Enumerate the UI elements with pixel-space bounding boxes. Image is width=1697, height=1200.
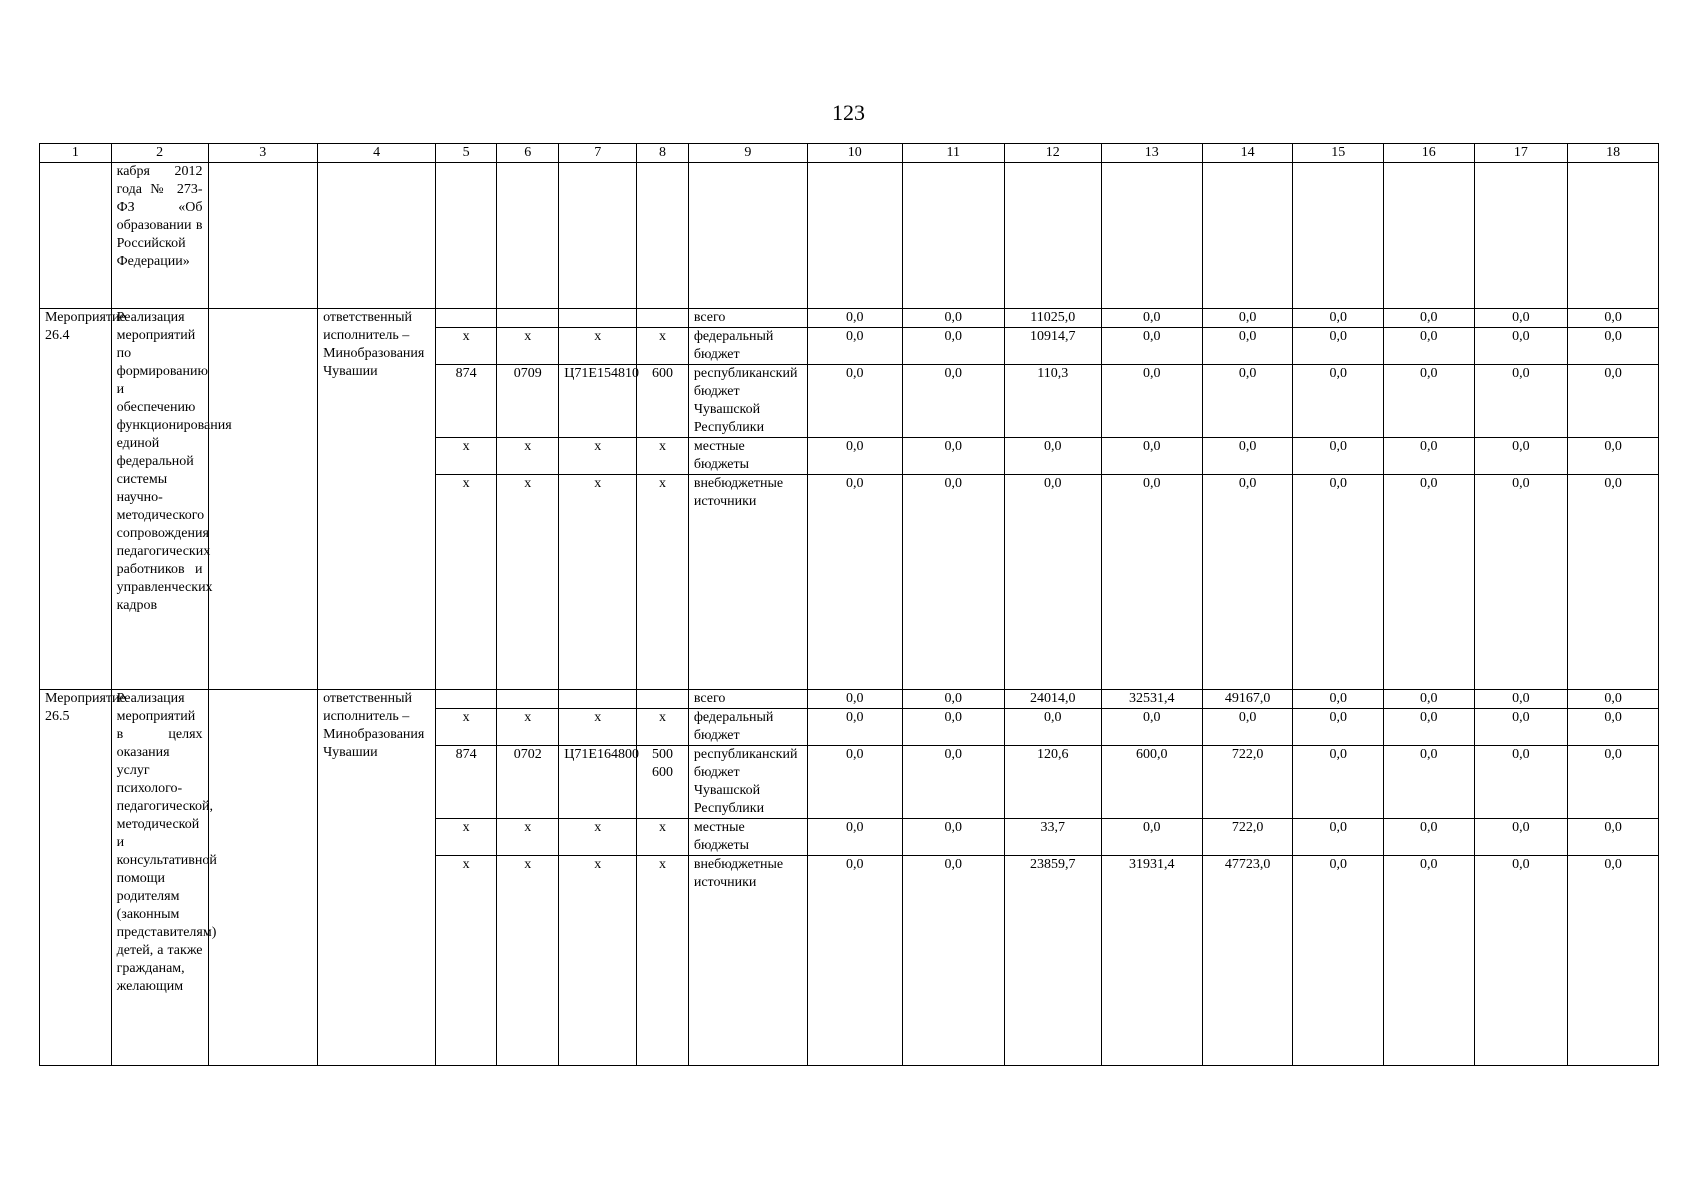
cell-target-item: Ц71Е164800 [559,746,637,819]
cell-section [497,309,559,328]
value-cell: 0,0 [1474,709,1568,746]
budget-table [39,143,1659,1066]
page-number: 123 [832,100,865,125]
cell-target-item: x [559,709,637,746]
value-cell: 0,0 [1202,475,1293,690]
value-cell: 0,0 [1474,438,1568,475]
value-cell: 0,0 [1568,438,1659,475]
value-cell: 0,0 [1202,309,1293,328]
value-cell: 0,0 [1474,746,1568,819]
cell-section [497,690,559,709]
value-cell: 31931,4 [1101,856,1202,1066]
cell-section: x [497,819,559,856]
value-cell: 0,0 [1474,365,1568,438]
table-row [40,309,1659,328]
value-cell: 0,0 [1004,438,1101,475]
column-header: 8 [637,144,689,163]
column-header: 7 [559,144,637,163]
value-cell: 0,0 [1202,709,1293,746]
cell-section: x [497,328,559,365]
value-cell: 0,0 [902,309,1004,328]
value-cell: 0,0 [807,690,902,709]
column-header: 15 [1293,144,1384,163]
value-cell: 0,0 [1474,856,1568,1066]
value-cell: 120,6 [1004,746,1101,819]
column-header: 18 [1568,144,1659,163]
column-header: 4 [318,144,436,163]
cell-section: 0709 [497,365,559,438]
funding-source: местные бюджеты [688,438,807,475]
measure-executor: ответственный исполнитель – Минобразования Чувашии [318,309,436,690]
column-header: 16 [1383,144,1474,163]
value-cell: 0,0 [1293,709,1384,746]
value-cell: 0,0 [1474,309,1568,328]
value-cell: 0,0 [1293,438,1384,475]
funding-source: федеральный бюджет [688,328,807,365]
value-cell: 0,0 [1568,746,1659,819]
value-cell: 0,0 [1202,438,1293,475]
value-cell: 0,0 [1383,709,1474,746]
value-cell: 0,0 [1101,365,1202,438]
value-cell: 0,0 [1474,819,1568,856]
value-cell: 0,0 [1101,309,1202,328]
column-header: 5 [436,144,497,163]
funding-source: республиканский бюджет Чувашской Республики [688,746,807,819]
column-header: 6 [497,144,559,163]
value-cell: 0,0 [807,438,902,475]
cell-expense-type [637,690,689,709]
value-cell: 0,0 [902,856,1004,1066]
column-header: 3 [208,144,318,163]
cell-expense-type: x [637,709,689,746]
cell-grbs: 874 [436,746,497,819]
cell-expense-type: x [637,856,689,1066]
value-cell: 0,0 [1383,856,1474,1066]
cell-target-item [559,309,637,328]
funding-source: республиканский бюджет Чувашской Республики [688,365,807,438]
cell-section: 0702 [497,746,559,819]
value-cell: 0,0 [1383,365,1474,438]
cell-target-item: x [559,438,637,475]
value-cell: 0,0 [1383,690,1474,709]
value-cell: 0,0 [1293,475,1384,690]
value-cell: 0,0 [1101,819,1202,856]
value-cell: 0,0 [1383,309,1474,328]
value-cell: 0,0 [1383,819,1474,856]
value-cell: 0,0 [902,690,1004,709]
value-cell: 110,3 [1004,365,1101,438]
value-cell: 49167,0 [1202,690,1293,709]
column-header: 1 [40,144,112,163]
value-cell: 0,0 [807,709,902,746]
column-header: 12 [1004,144,1101,163]
measure-executor: ответственный исполнитель – Минобразования Чувашии [318,690,436,1066]
cell-grbs [436,690,497,709]
value-cell: 0,0 [1101,709,1202,746]
value-cell: 0,0 [807,819,902,856]
cell-grbs: 874 [436,365,497,438]
value-cell: 10914,7 [1004,328,1101,365]
value-cell: 0,0 [807,365,902,438]
cell-section: x [497,475,559,690]
value-cell: 722,0 [1202,819,1293,856]
value-cell: 0,0 [1568,475,1659,690]
value-cell: 0,0 [1202,328,1293,365]
value-cell: 0,0 [1293,365,1384,438]
value-cell: 0,0 [1293,309,1384,328]
cell-expense-type [637,309,689,328]
value-cell: 11025,0 [1004,309,1101,328]
value-cell: 0,0 [902,328,1004,365]
funding-source: федеральный бюджет [688,709,807,746]
value-cell: 0,0 [807,746,902,819]
column-header: 14 [1202,144,1293,163]
value-cell: 0,0 [902,709,1004,746]
value-cell: 0,0 [1383,746,1474,819]
column-header: 10 [807,144,902,163]
value-cell: 0,0 [1004,709,1101,746]
measure-name: Реализация мероприятий по формированию и обеспечению функционирования единой федеральной системы научно-методического сопровождения педагогических работников и управленческих кадров [111,309,208,690]
value-cell: 0,0 [1293,328,1384,365]
measures-body [40,309,1659,1066]
cell-target-item [559,690,637,709]
cell-expense-type: x [637,819,689,856]
cell-section: x [497,709,559,746]
funding-source: внебюджетные источники [688,856,807,1066]
continuation-row [40,163,1659,309]
cell-expense-type: x [637,438,689,475]
cell-expense-type: x [637,475,689,690]
value-cell: 0,0 [1293,690,1384,709]
value-cell: 0,0 [807,475,902,690]
cell-grbs: x [436,709,497,746]
cell-grbs: x [436,475,497,690]
column-numbers-row [40,144,1659,163]
value-cell: 0,0 [1383,475,1474,690]
cell-target-item: x [559,475,637,690]
value-cell: 0,0 [1568,709,1659,746]
table-row [40,690,1659,709]
column-3-cell [208,309,318,690]
value-cell: 0,0 [1383,328,1474,365]
column-header: 11 [902,144,1004,163]
funding-source: всего [688,690,807,709]
value-cell: 0,0 [1474,328,1568,365]
value-cell: 0,0 [1568,365,1659,438]
value-cell: 0,0 [902,475,1004,690]
funding-source: внебюджетные источники [688,475,807,690]
cell-grbs: x [436,328,497,365]
value-cell: 0,0 [902,746,1004,819]
column-3-cell [208,690,318,1066]
cell-section: x [497,438,559,475]
value-cell: 0,0 [1101,328,1202,365]
value-cell: 0,0 [1568,819,1659,856]
value-cell: 0,0 [1004,475,1101,690]
column-header: 9 [688,144,807,163]
value-cell: 0,0 [1293,819,1384,856]
value-cell: 47723,0 [1202,856,1293,1066]
value-cell: 0,0 [1568,690,1659,709]
cell-section: x [497,856,559,1066]
measure-id: Мероприятие 26.5 [40,690,112,1066]
measure-id: Мероприятие 26.4 [40,309,112,690]
cell-target-item: x [559,819,637,856]
value-cell: 0,0 [807,856,902,1066]
column-header: 17 [1474,144,1568,163]
continuation-text: кабря 2012 года № 273-ФЗ «Об образовании в Российской Федерации» [111,163,208,309]
cell-grbs: x [436,856,497,1066]
value-cell: 0,0 [902,365,1004,438]
value-cell: 0,0 [1293,856,1384,1066]
value-cell: 0,0 [1202,365,1293,438]
value-cell: 0,0 [1568,856,1659,1066]
measure-name: Реализация мероприятий в целях оказания услуг психолого-педагогической, методической и консультативной помощи родителям (законным представителям) детей, а также гражданам, желающим [111,690,208,1066]
value-cell: 0,0 [902,819,1004,856]
value-cell: 0,0 [1568,328,1659,365]
value-cell: 0,0 [807,328,902,365]
column-header: 13 [1101,144,1202,163]
cell-expense-type: x [637,328,689,365]
value-cell: 0,0 [1101,438,1202,475]
value-cell: 0,0 [1293,746,1384,819]
cell-grbs: x [436,438,497,475]
cell-target-item: Ц71Е154810 [559,365,637,438]
cell-target-item: x [559,856,637,1066]
cell-grbs [436,309,497,328]
value-cell: 0,0 [1474,475,1568,690]
cell-expense-type: 600 [637,365,689,438]
value-cell: 0,0 [1101,475,1202,690]
cell-target-item: x [559,328,637,365]
value-cell: 722,0 [1202,746,1293,819]
cell-grbs: x [436,819,497,856]
cell-expense-type: 500 600 [637,746,689,819]
value-cell: 0,0 [807,309,902,328]
value-cell: 33,7 [1004,819,1101,856]
funding-source: местные бюджеты [688,819,807,856]
value-cell: 0,0 [1474,690,1568,709]
value-cell: 24014,0 [1004,690,1101,709]
funding-source: всего [688,309,807,328]
value-cell: 0,0 [1383,438,1474,475]
value-cell: 0,0 [902,438,1004,475]
value-cell: 23859,7 [1004,856,1101,1066]
value-cell: 32531,4 [1101,690,1202,709]
value-cell: 600,0 [1101,746,1202,819]
column-header: 2 [111,144,208,163]
value-cell: 0,0 [1568,309,1659,328]
